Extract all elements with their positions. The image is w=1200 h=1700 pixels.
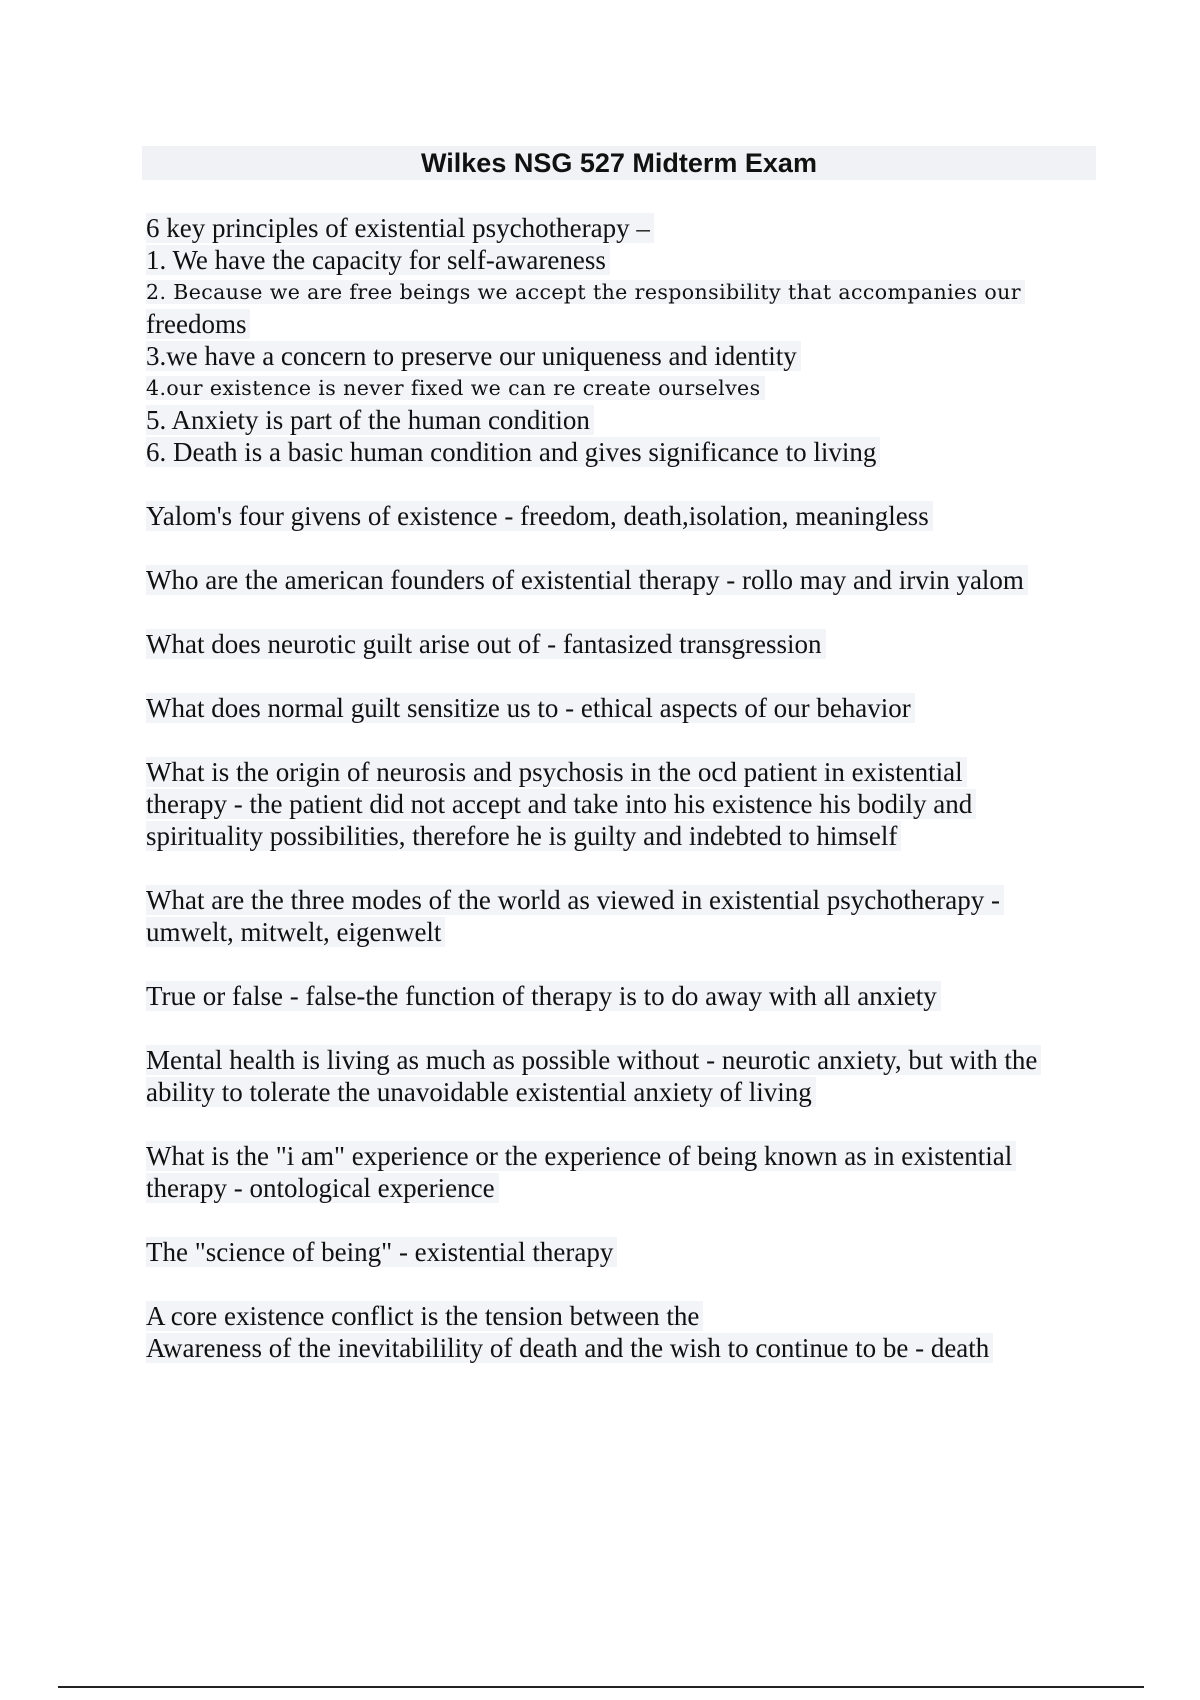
qa-line: What is the origin of neurosis and psychosis in the ocd patient in existential — [146, 756, 1086, 788]
qa-line: Mental health is living as much as possible without - neurotic anxiety, but with the — [146, 1044, 1086, 1076]
principles-heading: 6 key principles of existential psychotherapy – — [146, 212, 1086, 244]
qa-line: therapy - the patient did not accept and take into his existence his bodily and — [146, 788, 1086, 820]
qa-line: What is the "i am" experience or the experience of being known as in existential — [146, 1140, 1086, 1172]
qa-item-true-false — [146, 980, 1086, 1012]
footer-rule — [58, 1686, 1144, 1688]
principle-4: 4.our existence is never fixed we can re create ourselves — [146, 372, 1086, 404]
qa-line: True or false - false-the function of therapy is to do away with all anxiety — [146, 980, 1086, 1012]
qa-line: Yalom's four givens of existence - freedom, death,isolation, meaningless — [146, 500, 1086, 532]
qa-line: spirituality possibilities, therefore he is guilty and indebted to himself — [146, 820, 1086, 852]
qa-line: Awareness of the inevitabilility of death and the wish to continue to be - death — [146, 1332, 1086, 1364]
qa-line: The "science of being" - existential therapy — [146, 1236, 1086, 1268]
qa-item-three-modes — [146, 884, 1086, 948]
qa-item-origin-neurosis — [146, 756, 1086, 852]
qa-line: therapy - ontological experience — [146, 1172, 1086, 1204]
qa-line: ability to tolerate the unavoidable existential anxiety of living — [146, 1076, 1086, 1108]
qa-line: What does neurotic guilt arise out of - fantasized transgression — [146, 628, 1086, 660]
principle-1: 1. We have the capacity for self-awareness — [146, 244, 1086, 276]
qa-line: A core existence conflict is the tension between the — [146, 1300, 1086, 1332]
qa-item-i-am — [146, 1140, 1086, 1204]
qa-item-founders — [146, 564, 1086, 596]
principle-2-continued: freedoms — [146, 308, 1086, 340]
qa-line: What are the three modes of the world as viewed in existential psychotherapy - — [146, 884, 1086, 916]
qa-line: Who are the american founders of existential therapy - rollo may and irvin yalom — [146, 564, 1086, 596]
principle-5: 5. Anxiety is part of the human condition — [146, 404, 1086, 436]
qa-item-normal-guilt — [146, 692, 1086, 724]
qa-item-givens — [146, 500, 1086, 532]
document-body — [146, 212, 1086, 1364]
principle-6: 6. Death is a basic human condition and gives significance to living — [146, 436, 1086, 468]
qa-item-science-of-being — [146, 1236, 1086, 1268]
document-title: Wilkes NSG 527 Midterm Exam — [142, 146, 1096, 180]
qa-item-core-conflict — [146, 1300, 1086, 1364]
principles-block — [146, 212, 1086, 468]
qa-line: umwelt, mitwelt, eigenwelt — [146, 916, 1086, 948]
qa-item-neurotic-guilt — [146, 628, 1086, 660]
principle-2: 2. Because we are free beings we accept the responsibility that accompanies our — [146, 276, 1086, 308]
qa-line: What does normal guilt sensitize us to - ethical aspects of our behavior — [146, 692, 1086, 724]
principle-3: 3.we have a concern to preserve our uniqueness and identity — [146, 340, 1086, 372]
qa-item-mental-health — [146, 1044, 1086, 1108]
